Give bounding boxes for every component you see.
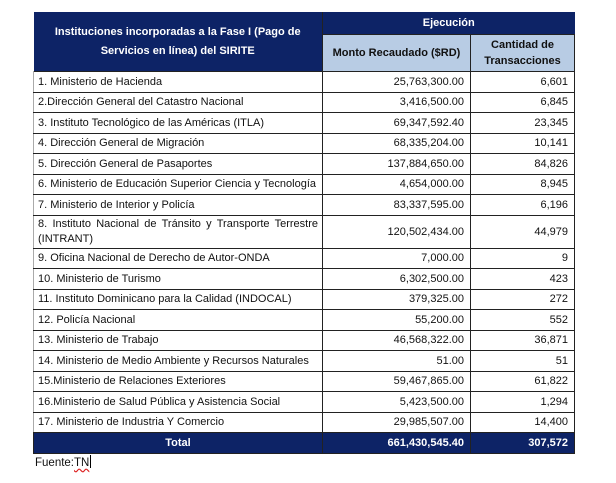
institution-name: 16.Ministerio de Salud Pública y Asistencia Social — [34, 392, 323, 413]
table-row — [34, 92, 575, 113]
count-cell: 6,196 — [471, 195, 575, 216]
count-cell: 1,294 — [471, 392, 575, 413]
count-cell: 10,141 — [471, 133, 575, 154]
table-row — [34, 174, 575, 195]
institution-name: 15.Ministerio de Relaciones Exteriores — [34, 371, 323, 392]
table-row — [34, 412, 575, 433]
institution-name: 2.Dirección General del Catastro Nacional — [34, 92, 323, 113]
table-row — [34, 392, 575, 413]
total-amount: 661,430,545.40 — [323, 433, 471, 454]
table-row — [34, 133, 575, 154]
table-row — [34, 72, 575, 93]
institution-name: 8. Instituto Nacional de Tránsito y Transporte Terrestre (INTRANT) — [34, 215, 323, 248]
table-body — [34, 72, 575, 433]
header-ejecucion: Ejecución — [323, 12, 575, 35]
amount-cell: 120,502,434.00 — [323, 215, 471, 248]
amount-cell: 46,568,322.00 — [323, 330, 471, 351]
institution-name: 1. Ministerio de Hacienda — [34, 72, 323, 93]
table-row — [34, 371, 575, 392]
institution-name: 12. Policía Nacional — [34, 310, 323, 331]
table-row — [34, 289, 575, 310]
table-row — [34, 269, 575, 290]
amount-cell: 6,302,500.00 — [323, 269, 471, 290]
table-row — [34, 215, 575, 248]
source-note[interactable] — [35, 455, 91, 469]
count-cell: 552 — [471, 310, 575, 331]
count-cell: 6,601 — [471, 72, 575, 93]
amount-cell: 7,000.00 — [323, 248, 471, 269]
text-cursor — [90, 455, 91, 468]
amount-cell: 69,347,592.40 — [323, 113, 471, 134]
institution-name: 9. Oficina Nacional de Derecho de Autor-ONDA — [34, 248, 323, 269]
amount-cell: 55,200.00 — [323, 310, 471, 331]
count-cell: 272 — [471, 289, 575, 310]
amount-cell: 379,325.00 — [323, 289, 471, 310]
institution-name: 10. Ministerio de Turismo — [34, 269, 323, 290]
count-cell: 51 — [471, 351, 575, 372]
count-cell: 6,845 — [471, 92, 575, 113]
amount-cell: 29,985,507.00 — [323, 412, 471, 433]
amount-cell: 25,763,300.00 — [323, 72, 471, 93]
source-value: TN — [74, 457, 90, 469]
count-cell: 423 — [471, 269, 575, 290]
amount-cell: 5,423,500.00 — [323, 392, 471, 413]
total-count: 307,572 — [471, 433, 575, 454]
amount-cell: 51.00 — [323, 351, 471, 372]
table-row — [34, 195, 575, 216]
count-cell: 84,826 — [471, 154, 575, 175]
count-cell: 14,400 — [471, 412, 575, 433]
institution-name: 4. Dirección General de Migración — [34, 133, 323, 154]
institution-name: 5. Dirección General de Pasaportes — [34, 154, 323, 175]
amount-cell: 68,335,204.00 — [323, 133, 471, 154]
table-row — [34, 310, 575, 331]
institutions-table — [33, 12, 575, 454]
amount-cell: 59,467,865.00 — [323, 371, 471, 392]
institution-name: 13. Ministerio de Trabajo — [34, 330, 323, 351]
institution-name: 6. Ministerio de Educación Superior Ciencia y Tecnología — [34, 174, 323, 195]
table-row — [34, 351, 575, 372]
header-cantidad: Cantidad de Transacciones — [471, 35, 575, 72]
data-table-container — [33, 12, 574, 454]
institution-name: 3. Instituto Tecnológico de las Américas (ITLA) — [34, 113, 323, 134]
count-cell: 9 — [471, 248, 575, 269]
institution-name: 17. Ministerio de Industria Y Comercio — [34, 412, 323, 433]
total-label: Total — [34, 433, 323, 454]
header-institutions: Instituciones incorporadas a la Fase I (Pago de Servicios en línea) del SIRITE — [34, 12, 323, 72]
institution-name: 14. Ministerio de Medio Ambiente y Recursos Naturales — [34, 351, 323, 372]
amount-cell: 3,416,500.00 — [323, 92, 471, 113]
count-cell: 8,945 — [471, 174, 575, 195]
amount-cell: 83,337,595.00 — [323, 195, 471, 216]
institution-name: 7. Ministerio de Interior y Policía — [34, 195, 323, 216]
count-cell: 61,822 — [471, 371, 575, 392]
amount-cell: 4,654,000.00 — [323, 174, 471, 195]
header-monto: Monto Recaudado ($RD) — [323, 35, 471, 72]
institution-name: 11. Instituto Dominicano para la Calidad (INDOCAL) — [34, 289, 323, 310]
total-row — [34, 433, 575, 454]
count-cell: 23,345 — [471, 113, 575, 134]
source-prefix: Fuente: — [35, 457, 74, 469]
table-row — [34, 113, 575, 134]
amount-cell: 137,884,650.00 — [323, 154, 471, 175]
count-cell: 36,871 — [471, 330, 575, 351]
count-cell: 44,979 — [471, 215, 575, 248]
table-row — [34, 248, 575, 269]
table-row — [34, 154, 575, 175]
table-row — [34, 330, 575, 351]
